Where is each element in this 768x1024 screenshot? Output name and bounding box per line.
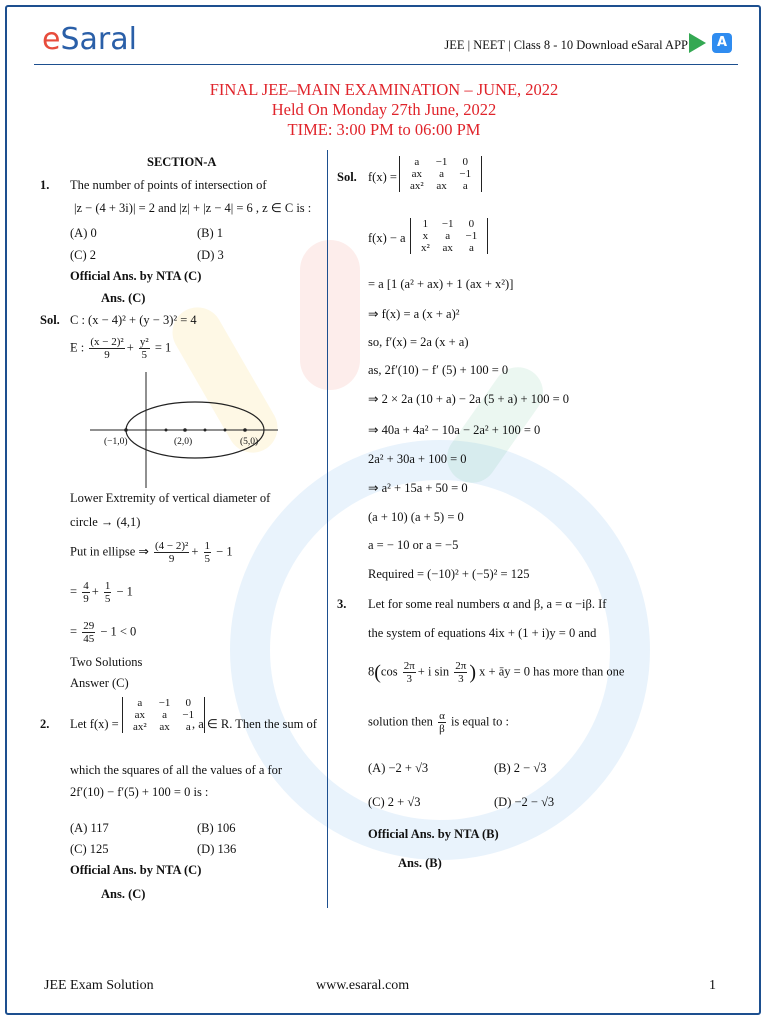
page-number: 1 bbox=[709, 978, 716, 993]
frac-den: 5 bbox=[204, 553, 211, 565]
det-cell: ax bbox=[134, 709, 146, 721]
det-cell: ax bbox=[159, 721, 170, 733]
det-cell: 0 bbox=[185, 697, 192, 709]
det-cell: 0 bbox=[468, 218, 475, 230]
header-divider bbox=[34, 64, 738, 65]
q1-nta-answer: Official Ans. by NTA (C) bbox=[70, 269, 202, 283]
frac-num: 2π bbox=[455, 660, 467, 672]
frac-den: 9 bbox=[83, 593, 89, 605]
det-cell: a bbox=[162, 709, 167, 721]
sol1-put-in-ellipse: Put in ellipse ⇒ $\frac{\text{(4 − 2)²}}{9}$ + $\frac{1}{5}$ − 1 bbox=[70, 540, 233, 565]
q2-option-b: (B) 106 bbox=[197, 821, 236, 835]
frac-den: β bbox=[439, 723, 445, 735]
det-cell: −1 bbox=[441, 218, 454, 230]
point-label-2: (2,0) bbox=[174, 437, 193, 447]
point-label-5: (5,0) bbox=[240, 437, 259, 447]
q2-answer: Ans. (C) bbox=[101, 887, 146, 901]
point-label-minus1: (−1,0) bbox=[104, 437, 128, 447]
title-line-3: TIME: 3:00 PM to 06:00 PM bbox=[287, 120, 481, 139]
q3-text-4 bbox=[368, 710, 509, 735]
q3-number: 3. bbox=[337, 597, 347, 611]
det-cell: ax bbox=[442, 242, 453, 254]
q3-answer: Ans. (B) bbox=[398, 856, 442, 870]
q3-nta-answer: Official Ans. by NTA (B) bbox=[368, 827, 499, 841]
q1-text-2: |z − (4 + 3i)| = 2 and |z| + |z − 4| = 6 , z ∈ C is : bbox=[74, 201, 312, 215]
frac-num: 29 bbox=[83, 620, 95, 632]
q2-number: 2. bbox=[40, 717, 50, 731]
column-divider bbox=[327, 150, 328, 908]
sol2-fx-prefix: f(x) = bbox=[368, 170, 397, 184]
sol2-line-9: (a + 10) (a + 5) = 0 bbox=[368, 510, 464, 524]
point-5 bbox=[243, 428, 247, 432]
q3-is-equal: is equal to : bbox=[450, 714, 509, 729]
tick-dot bbox=[165, 429, 168, 432]
footer-url[interactable]: www.esaral.com bbox=[316, 978, 410, 993]
det-cell: x bbox=[422, 230, 429, 242]
q2-prefix: Let f(x) = bbox=[70, 717, 119, 731]
q1-text-1: The number of points of intersection of bbox=[70, 178, 267, 192]
q2-nta-answer: Official Ans. by NTA (C) bbox=[70, 863, 202, 877]
sol2-determinant-1 bbox=[399, 156, 482, 192]
sol2-line-11: Required = (−10)² + (−5)² = 125 bbox=[368, 567, 530, 581]
q3-option-d: (D) −2 − √3 bbox=[494, 795, 555, 809]
q1-answer: Ans. (C) bbox=[101, 291, 146, 305]
sol1-circle-eq: C : (x − 4)² + (y − 3)² = 4 bbox=[70, 313, 197, 327]
sol2-line-3: so, f′(x) = 2a (x + a) bbox=[368, 335, 469, 349]
det-cell: ax bbox=[411, 168, 423, 180]
det-cell: a bbox=[185, 721, 191, 733]
q3-option-b: (B) 2 − √3 bbox=[494, 761, 547, 775]
header-tagline: JEE | NEET | Class 8 - 10 Download eSaral APP bbox=[444, 38, 688, 52]
store-icons bbox=[689, 33, 732, 53]
sol1-ellipse-suffix: = 1 bbox=[154, 340, 172, 355]
sol1-put-suffix: − 1 bbox=[216, 544, 233, 559]
tick-dot bbox=[224, 429, 227, 432]
det-cell: a bbox=[439, 168, 444, 180]
title-line-2: Held On Monday 27th June, 2022 bbox=[271, 100, 497, 119]
ellipse-graph bbox=[90, 372, 280, 488]
frac-num: 1 bbox=[104, 580, 111, 592]
sol2-determinant-2 bbox=[410, 218, 488, 254]
q3-text-3: 8(cos $\frac{2\pi}{3}$ + i sin $\frac{2\pi}{3}$ ) x + āy = 0 has more than one bbox=[368, 660, 625, 685]
q3-cos: cos bbox=[380, 664, 398, 679]
footer-left: JEE Exam Solution bbox=[44, 978, 154, 993]
q1-option-b: (B) 1 bbox=[197, 226, 224, 240]
sol2-line-4: as, 2f′(10) − f′ (5) + 100 = 0 bbox=[368, 363, 509, 377]
det-cell: −1 bbox=[158, 697, 171, 709]
sol1-put-prefix: Put in ellipse ⇒ bbox=[70, 544, 149, 559]
q2-option-c: (C) 125 bbox=[70, 842, 109, 856]
sol2-line-6: ⇒ 40a + 4a² − 10a − 2a² + 100 = 0 bbox=[368, 423, 541, 437]
det-cell: −1 bbox=[435, 156, 448, 168]
sol1-ellipse-prefix: E : bbox=[70, 340, 85, 355]
q2-option-a: (A) 117 bbox=[70, 821, 109, 835]
q2-text-3: 2f′(10) − f′(5) + 100 = 0 is : bbox=[70, 785, 209, 799]
q2-text-1: , a ∈ R. Then the sum of bbox=[192, 717, 317, 731]
sol1-answer: Answer (C) bbox=[70, 676, 129, 690]
sol2-line-2: ⇒ f(x) = a (x + a)² bbox=[368, 307, 460, 321]
det-cell: −1 bbox=[459, 168, 472, 180]
sol2-line-1: = a [1 (a² + ax) + 1 (ax + x²)] bbox=[368, 277, 514, 291]
frac-den: 45 bbox=[83, 633, 95, 645]
q3-text-2: the system of equations 4ix + (1 + i)y = 0 and bbox=[368, 626, 597, 640]
sol2-fx-minus-a: f(x) − a bbox=[368, 231, 406, 245]
q3-text-1: Let for some real numbers α and β, a = α −iβ. If bbox=[368, 597, 607, 611]
google-play-icon[interactable] bbox=[689, 33, 706, 53]
eq-sign: = bbox=[70, 624, 78, 639]
frac-den: 5 bbox=[141, 349, 148, 361]
q3-tail: x + āy = 0 has more than one bbox=[479, 664, 625, 679]
point-2 bbox=[183, 428, 187, 432]
q2-text-2: which the squares of all the values of a for bbox=[70, 763, 283, 777]
q3-coef: 8 bbox=[368, 664, 375, 679]
sol1-ellipse-eq: E : $\frac{\text{(x − 2)²}}{9}$ + $\frac{\text{y²}}{5}$ = 1 bbox=[70, 336, 172, 361]
frac-num: 1 bbox=[204, 540, 211, 552]
det-cell: a bbox=[462, 180, 468, 192]
section-heading: SECTION-A bbox=[147, 155, 217, 169]
app-store-icon[interactable]: A bbox=[712, 33, 732, 53]
sol1-text-circle-point: circle → (4,1) bbox=[70, 515, 141, 529]
det-cell: ax bbox=[436, 180, 447, 192]
frac-num: (4 − 2)² bbox=[155, 540, 189, 552]
frac-den: 5 bbox=[104, 593, 111, 605]
logo-text: Saral bbox=[60, 22, 137, 57]
watermark-logo bbox=[230, 440, 650, 860]
q3-solution-then: solution then bbox=[368, 714, 433, 729]
det-cell: ax² bbox=[410, 180, 424, 192]
det-cell: a bbox=[468, 242, 474, 254]
q1-option-d: (D) 3 bbox=[197, 248, 224, 262]
sol1-step-1: = $\frac{4}{9}$ + $\frac{1}{5}$ − 1 bbox=[70, 580, 133, 605]
det-cell: a bbox=[414, 156, 420, 168]
q2-option-d: (D) 136 bbox=[197, 842, 237, 856]
eq-sign: = bbox=[70, 584, 78, 599]
q1-option-a: (A) 0 bbox=[70, 226, 97, 240]
det-cell: a bbox=[445, 230, 451, 242]
frac-num: (x − 2)² bbox=[90, 336, 124, 348]
tick-dot bbox=[204, 429, 207, 432]
exam-title bbox=[0, 80, 768, 140]
point-minus1 bbox=[124, 428, 128, 432]
sol1-text-lower-extremity: Lower Extremity of vertical diameter of bbox=[70, 491, 271, 505]
title-line-1: FINAL JEE–MAIN EXAMINATION – JUNE, 2022 bbox=[209, 80, 559, 99]
watermark-accent-red bbox=[300, 240, 360, 390]
esaral-logo[interactable]: eSaral bbox=[42, 22, 137, 57]
sol1-step-2 bbox=[70, 620, 136, 645]
sol2-line-8: ⇒ a² + 15a + 50 = 0 bbox=[368, 481, 468, 495]
step-suffix: − 1 bbox=[116, 584, 133, 599]
det-cell: 0 bbox=[462, 156, 469, 168]
q3-isin: + i sin bbox=[417, 664, 450, 679]
frac-den: 9 bbox=[104, 349, 110, 361]
det-cell: −1 bbox=[465, 230, 478, 242]
q1-option-c: (C) 2 bbox=[70, 248, 97, 262]
frac-num: α bbox=[439, 710, 445, 722]
sol1-two-solutions: Two Solutions bbox=[70, 655, 143, 669]
q3-option-c: (C) 2 + √3 bbox=[368, 795, 421, 809]
sol1-label: Sol. bbox=[40, 313, 60, 327]
frac-num: y² bbox=[139, 336, 149, 348]
sol2-line-10: a = − 10 or a = −5 bbox=[368, 538, 459, 552]
frac-den: 9 bbox=[168, 553, 175, 565]
step-suffix: − 1 < 0 bbox=[100, 624, 137, 639]
det-cell: ax² bbox=[133, 721, 147, 733]
sol2-label: Sol. bbox=[337, 170, 357, 184]
frac-num: 2π bbox=[403, 660, 415, 672]
sol2-line-7: 2a² + 30a + 100 = 0 bbox=[368, 452, 467, 466]
det-cell: x² bbox=[421, 242, 430, 254]
det-cell: a bbox=[137, 697, 143, 709]
det-cell: 1 bbox=[422, 218, 429, 230]
det-cell: −1 bbox=[182, 709, 195, 721]
sol2-line-5: ⇒ 2 × 2a (10 + a) − 2a (5 + a) + 100 = 0 bbox=[368, 392, 569, 406]
frac-num: 4 bbox=[83, 580, 89, 592]
frac-den: 3 bbox=[406, 673, 412, 685]
q1-number: 1. bbox=[40, 178, 50, 192]
q3-option-a: (A) −2 + √3 bbox=[368, 761, 429, 775]
frac-den: 3 bbox=[458, 673, 464, 685]
